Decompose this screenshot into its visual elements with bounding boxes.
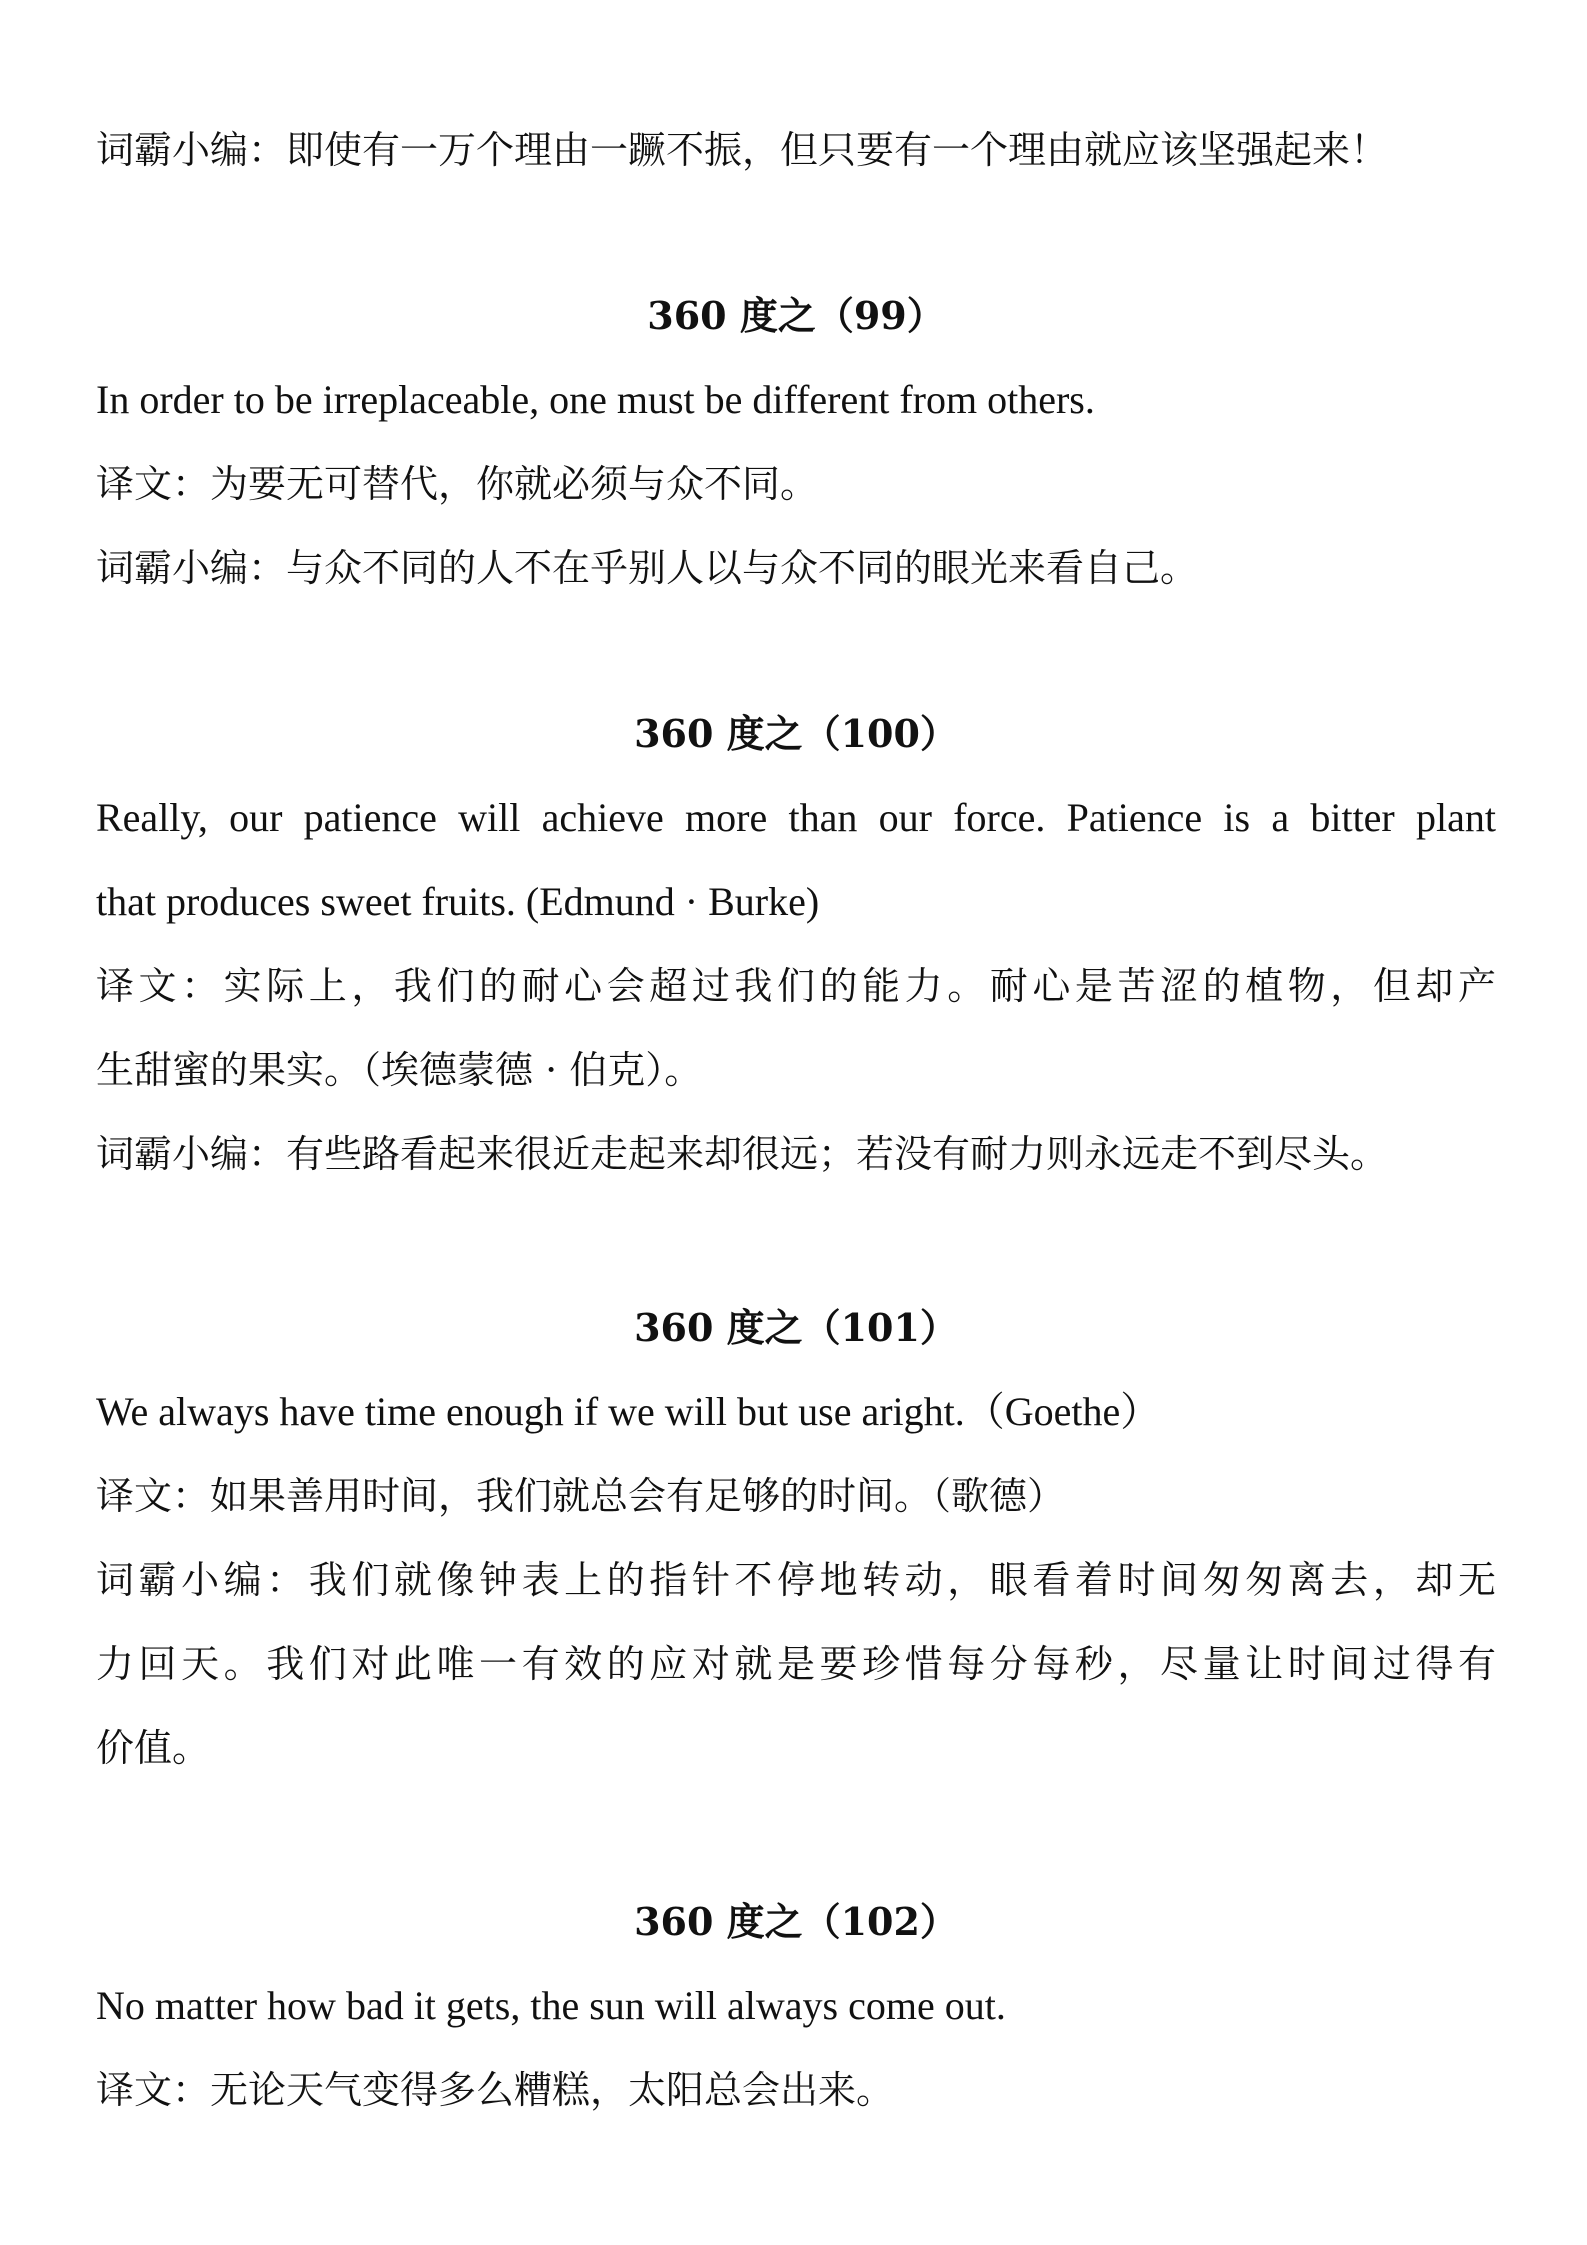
english-quote: In order to be irreplaceable, one must be different from others. (96, 377, 1095, 422)
document-page (96, 108, 1496, 2132)
section-title: 360 度之（100） (634, 711, 958, 756)
intro-editor-note: 词霸小编：即使有一万个理由一蹶不振，但只要有一个理由就应该坚强起来！ (96, 128, 1389, 172)
english-quote: No matter how bad it gets, the sun will always come out. (96, 1983, 1006, 2028)
editor-note: 力回天。我们对此唯一有效的应对就是要珍惜每分每秒，尽量让时间过得有 (96, 1642, 1496, 1686)
editor-note: 价值。 (96, 1726, 211, 1770)
translation: 生甜蜜的果实。（埃德蒙德 · 伯克）。 (96, 1048, 703, 1092)
editor-note: 词霸小编：与众不同的人不在乎别人以与众不同的眼光来看自己。 (96, 546, 1199, 590)
english-quote: Really, our patience will achieve more than our force. Patience is a bitter plant (96, 795, 1496, 840)
section-100 (96, 692, 1496, 1196)
translation: 译文：如果善用时间，我们就总会有足够的时间。（歌德） (96, 1474, 1066, 1518)
editor-note: 词霸小编：我们就像钟表上的指针不停地转动，眼看着时间匆匆离去，却无 (96, 1558, 1496, 1602)
translation: 译文：为要无可替代，你就必须与众不同。 (96, 462, 819, 506)
section-title: 360 度之（99） (647, 293, 945, 338)
translation: 译文：实际上，我们的耐心会超过我们的能力。耐心是苦涩的植物，但却产 (96, 964, 1496, 1008)
editor-note: 词霸小编：有些路看起来很近走起来却很远；若没有耐力则永远走不到尽头。 (96, 1132, 1389, 1176)
translation: 译文：无论天气变得多么糟糕，太阳总会出来。 (96, 2068, 895, 2112)
english-quote: that produces sweet fruits. (Edmund · Burke) (96, 879, 820, 924)
section-101 (96, 1286, 1496, 1790)
section-title: 360 度之（101） (634, 1305, 958, 1350)
section-99 (96, 274, 1496, 610)
section-title: 360 度之（102） (634, 1899, 958, 1944)
english-quote: We always have time enough if we will but use aright.（Goethe） (96, 1389, 1161, 1434)
section-102 (96, 1880, 1496, 2132)
